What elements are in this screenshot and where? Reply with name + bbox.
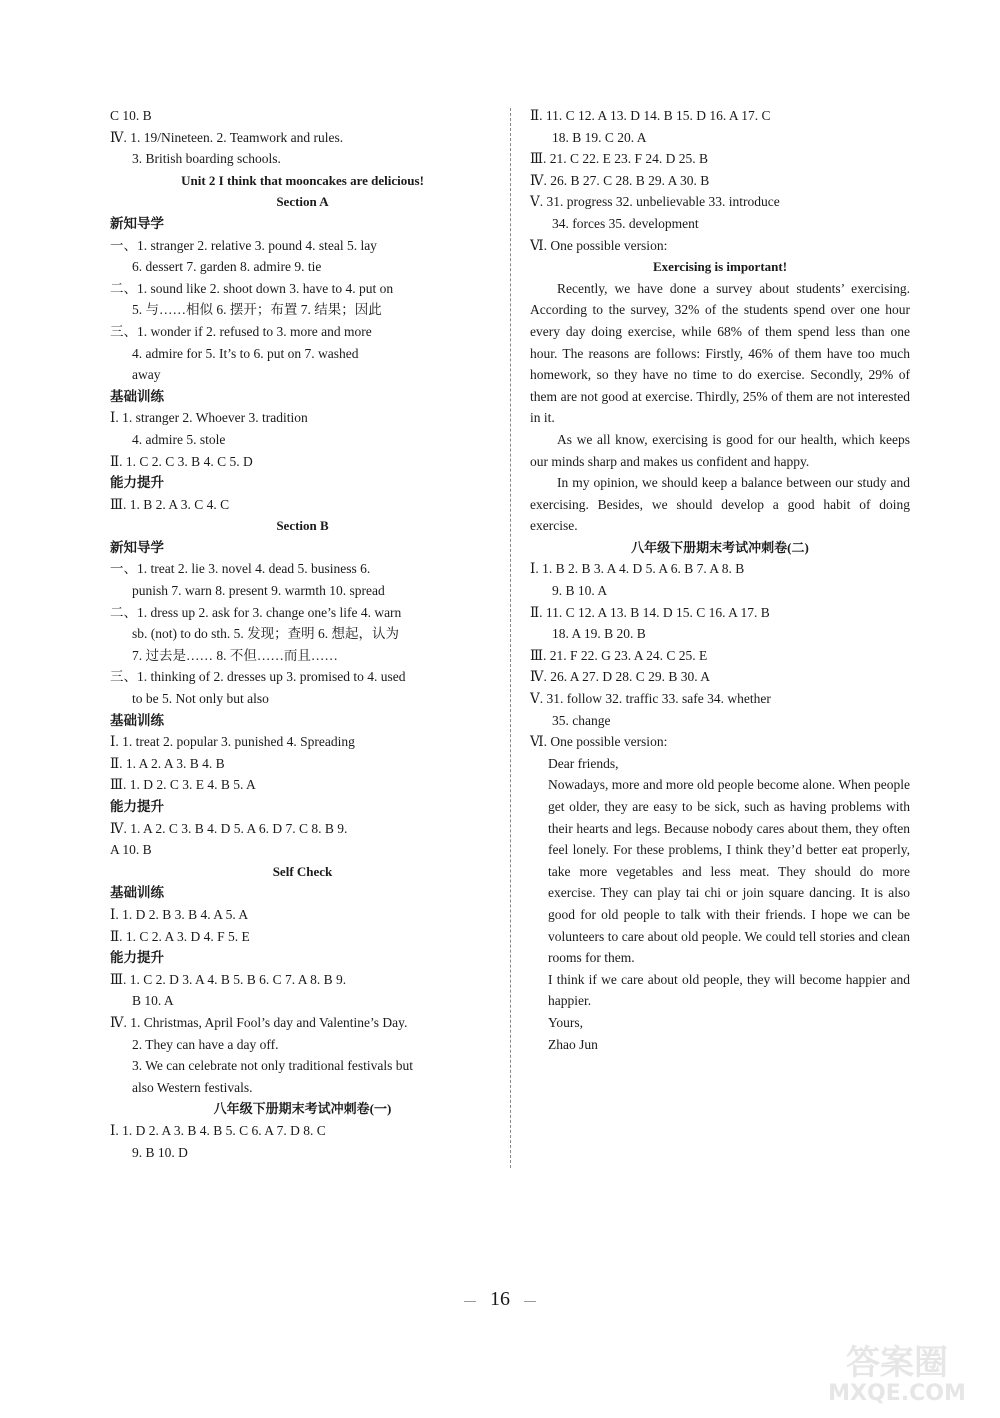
section-title: Section A bbox=[276, 194, 329, 210]
page-number: — 16 — bbox=[464, 1288, 536, 1310]
answer-line: Ⅴ. 31. follow 32. traffic 33. safe 34. whether bbox=[530, 691, 771, 707]
section-title: Section B bbox=[276, 518, 329, 534]
letter-paragraph: I think if we care about old people, they will become happier and happier. bbox=[548, 971, 910, 1009]
answer-line: Ⅳ. 1. A 2. C 3. B 4. D 5. A 6. D 7. C 8. B 9. bbox=[110, 820, 348, 836]
section-heading: 基础训练 bbox=[110, 388, 164, 404]
answer-line: 一、1. treat 2. lie 3. novel 4. dead 5. business 6. bbox=[110, 561, 371, 577]
answer-line: Ⅲ. 21. F 22. G 23. A 24. C 25. E bbox=[530, 647, 708, 663]
answer-line: Ⅳ. 1. 19/Nineteen. 2. Teamwork and rules. bbox=[110, 129, 344, 145]
answer-line: Ⅳ. 1. Christmas, April Fool’s day and Valentine’s Day. bbox=[110, 1014, 408, 1030]
section-heading: 能力提升 bbox=[110, 799, 164, 814]
section-title: 八年级下册期末考试冲刺卷(一) bbox=[213, 1101, 392, 1117]
page-number-text: 16 bbox=[490, 1288, 510, 1310]
essay-paragraph: As we all know, exercising is good for our health, which keeps our minds sharp and makes us confident and happy. bbox=[530, 431, 910, 469]
answer-line: 18. B 19. C 20. A bbox=[552, 129, 647, 145]
answer-line: 二、1. sound like 2. shoot down 3. have to 4. put on bbox=[110, 280, 394, 296]
answer-line: Ⅲ. 1. D 2. C 3. E 4. B 5. A bbox=[110, 777, 256, 793]
answer-line: 7. 过去是…… 8. 不但……而且…… bbox=[132, 647, 338, 663]
answers-block-2 bbox=[530, 537, 910, 753]
answer-line: 三、1. wonder if 2. refused to 3. more and more bbox=[110, 323, 372, 339]
answer-line: Ⅲ. 1. B 2. A 3. C 4. C bbox=[110, 496, 230, 512]
watermark-bottom: MXQE.COM bbox=[828, 1381, 966, 1406]
answer-line: sb. (not) to do sth. 5. 发现；查明 6. 想起，认为 bbox=[132, 626, 400, 642]
answer-line: 一、1. stranger 2. relative 3. pound 4. steal 5. lay bbox=[110, 237, 377, 253]
answer-line: 34. forces 35. development bbox=[552, 215, 699, 231]
answer-line: Ⅲ. 1. C 2. D 3. A 4. B 5. B 6. C 7. A 8. B 9. bbox=[110, 971, 347, 987]
answer-line: B 10. A bbox=[132, 993, 174, 1009]
answer-line: Ⅱ. 11. C 12. A 13. D 14. B 15. D 16. A 17. C bbox=[530, 108, 771, 123]
watermark-logo bbox=[812, 1336, 982, 1406]
answer-line: Ⅰ. 1. D 2. B 3. B 4. A 5. A bbox=[110, 906, 249, 922]
answer-line: 3. British boarding schools. bbox=[132, 151, 281, 167]
section-heading: 新知导学 bbox=[110, 215, 164, 231]
answer-line: 4. admire 5. stole bbox=[132, 431, 226, 447]
section-title: Exercising is important! bbox=[652, 259, 788, 275]
answer-line: away bbox=[132, 367, 161, 383]
section-title: Self Check bbox=[272, 863, 333, 879]
answer-line: Ⅵ. One possible version: bbox=[530, 237, 668, 253]
answer-line: 9. B 10. A bbox=[552, 583, 608, 599]
section-heading: 能力提升 bbox=[110, 950, 164, 966]
answer-line: Ⅱ. 1. C 2. C 3. B 4. C 5. D bbox=[110, 453, 253, 469]
answer-line: Ⅲ. 21. C 22. E 23. F 24. D 25. B bbox=[530, 151, 709, 167]
answer-line: 二、1. dress up 2. ask for 3. change one’s life 4. warn bbox=[110, 604, 402, 620]
answer-line: 35. change bbox=[552, 712, 611, 728]
section-heading: 能力提升 bbox=[110, 475, 164, 491]
answer-line: Ⅰ. 1. B 2. B 3. A 4. D 5. A 6. B 7. A 8. B bbox=[530, 561, 745, 577]
answer-line: 6. dessert 7. garden 8. admire 9. tie bbox=[132, 259, 322, 275]
section-heading: 基础训练 bbox=[110, 712, 164, 728]
answer-line: Ⅰ. 1. treat 2. popular 3. punished 4. Spreading bbox=[110, 734, 355, 750]
answer-line: A 10. B bbox=[110, 842, 152, 858]
answer-line: to be 5. Not only but also bbox=[132, 691, 269, 707]
letter-paragraph: Yours, bbox=[548, 1014, 584, 1030]
answer-line: Ⅰ. 1. stranger 2. Whoever 3. tradition bbox=[110, 410, 308, 426]
answer-line: C 10. B bbox=[110, 108, 152, 123]
answer-line: Ⅳ. 26. A 27. D 28. C 29. B 30. A bbox=[530, 669, 711, 685]
left-column bbox=[110, 105, 495, 1163]
answer-line: 三、1. thinking of 2. dresses up 3. promised to 4. used bbox=[110, 669, 406, 685]
answer-line: 5. 与……相似 6. 摆开；布置 7. 结果；因此 bbox=[132, 302, 382, 318]
answer-line: 2. They can have a day off. bbox=[132, 1036, 279, 1052]
essay-paragraph: In my opinion, we should keep a balance between our study and exercising. Besides, we should develop a good habit of doing exercise. bbox=[530, 475, 910, 534]
answer-line: Ⅰ. 1. D 2. A 3. B 4. B 5. C 6. A 7. D 8. C bbox=[110, 1122, 326, 1138]
answers-block-1 bbox=[530, 105, 910, 278]
watermark-top: 答案圈 bbox=[846, 1343, 948, 1383]
answer-line: punish 7. warn 8. present 9. warmth 10. spread bbox=[132, 583, 385, 599]
answer-line: Ⅱ. 1. C 2. A 3. D 4. F 5. E bbox=[110, 928, 250, 944]
letter bbox=[530, 753, 910, 1055]
answer-line: Ⅱ. 11. C 12. A 13. B 14. D 15. C 16. A 17. B bbox=[530, 604, 770, 620]
essay-paragraph: Recently, we have done a survey about students’ exercising. According to the survey, 32% of the students spend over one hour every day doing exercise, while 68% of them spend less than one hour. The reasons are follows: Firstly, 46% of them have too much homework, so they have no time to do exercise. Secondly, 29% of them are not good at exercise. Thirdly, 25% of them are not interested in it. bbox=[530, 280, 910, 426]
essay bbox=[530, 278, 910, 537]
answer-line: Ⅳ. 26. B 27. C 28. B 29. A 30. B bbox=[530, 172, 710, 188]
answer-line: Ⅴ. 31. progress 32. unbelievable 33. introduce bbox=[530, 194, 780, 210]
answer-line: 4. admire for 5. It’s to 6. put on 7. washed bbox=[132, 345, 359, 361]
answer-line: Ⅱ. 1. A 2. A 3. B 4. B bbox=[110, 755, 225, 771]
answer-line: 3. We can celebrate not only traditional festivals but bbox=[132, 1058, 413, 1074]
section-title: 八年级下册期末考试冲刺卷(二) bbox=[631, 539, 809, 555]
column-divider bbox=[510, 108, 511, 1168]
section-title: Unit 2 I think that mooncakes are delicious! bbox=[181, 172, 424, 188]
section-heading: 基础训练 bbox=[110, 885, 164, 901]
right-column bbox=[530, 105, 910, 1055]
answer-line: Ⅵ. One possible version: bbox=[530, 734, 668, 750]
answer-line: also Western festivals. bbox=[132, 1079, 253, 1095]
answer-line: 9. B 10. D bbox=[132, 1144, 188, 1160]
letter-paragraph: Nowadays, more and more old people become alone. When people get older, they are easy to be sick, such as having problems with their hearts and legs. Because nobody cares about them, they often feel lonely. For these problems, I think they’d better eat properly, take more vegetables and less meat. They should do more exercise. They can play tai chi or join square dancing. It is also good for old people to talk with their friends. I hope we can be volunteers to care about old people. We could tell stories and clean rooms for them. bbox=[548, 777, 910, 966]
letter-paragraph: Zhao Jun bbox=[548, 1036, 598, 1052]
answer-line: 18. A 19. B 20. B bbox=[552, 626, 646, 642]
letter-paragraph: Dear friends, bbox=[548, 755, 619, 771]
section-heading: 新知导学 bbox=[110, 539, 164, 555]
